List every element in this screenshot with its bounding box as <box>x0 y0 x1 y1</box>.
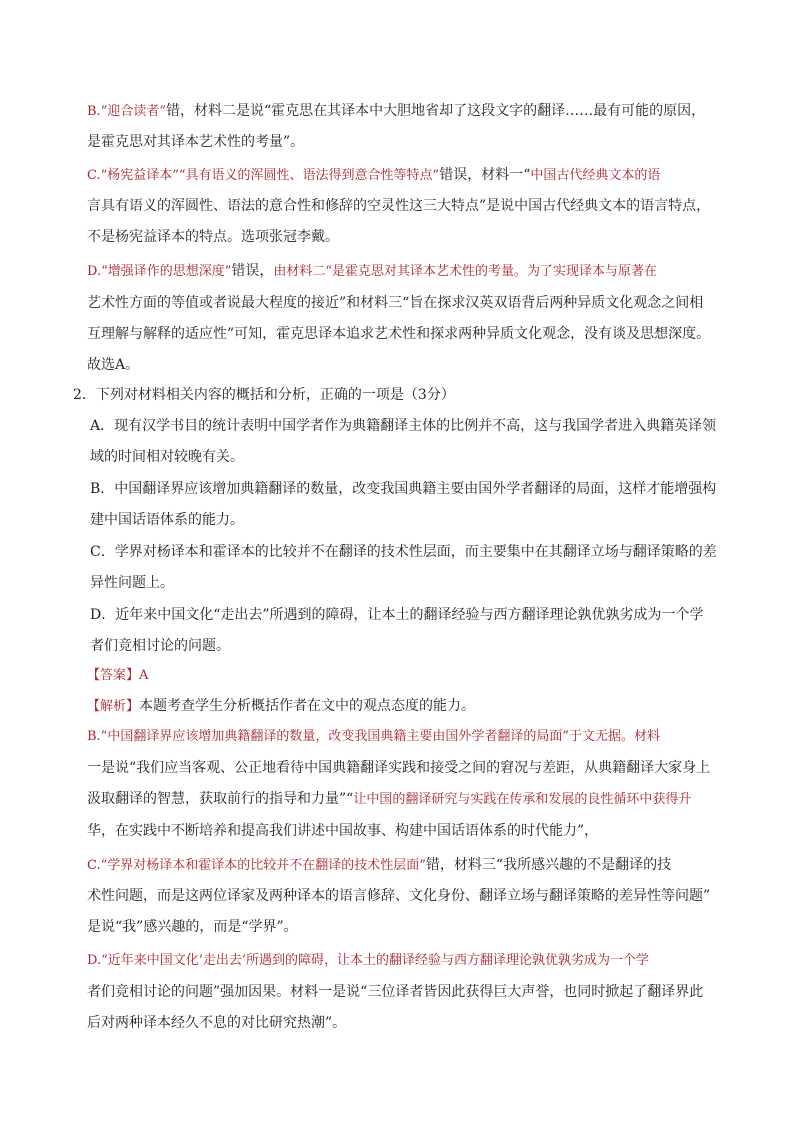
text-run: 者们竞相讨论的问题”强加因果。材料一是说“三位译者皆因此获得巨大声誉，也同时掀起了翻译界此 <box>87 984 704 1000</box>
text-run: D.“近年来中国文化‘走出去’所遇到的障碍，让本土的翻译经验与西方翻译理论孰优孰劣成为一个学 <box>87 953 650 968</box>
text-run: 不是杨宪益译本的特点。选项张冠李戴。 <box>87 229 339 245</box>
text-line-qa2 <box>90 447 244 467</box>
text-run: 后对两种译本经久不息的对比研究热潮”。 <box>87 1015 347 1031</box>
text-line-q2 <box>73 385 455 405</box>
text-run: 术性问题，而是这两位译家及两种译本的语言修辞、文化身份、翻译立场与翻译策略的差异性等问题” <box>87 888 711 904</box>
text-run: 本题考查学生分析概括作者在文中的观点态度的能力。 <box>139 698 476 714</box>
text-run: 汲取翻译的智慧，获取前行的指导和力量”“ <box>87 791 354 807</box>
text-run: C.“学界对杨译本和霍译本的比较并不在翻译的技术性层面” <box>87 858 426 873</box>
text-line-e_c1 <box>87 855 671 876</box>
text-line-e_b1 <box>87 726 660 747</box>
text-line-d3 <box>87 324 710 344</box>
text-line-e_d3 <box>87 1013 346 1033</box>
text-line-e_b2 <box>87 758 710 778</box>
text-run: 故选A。 <box>87 357 140 373</box>
text-run: 错，材料三“我所感兴趣的不是翻译的技 <box>425 857 672 873</box>
text-line-qc1 <box>90 542 717 562</box>
text-run: 建中国话语体系的能力。 <box>90 512 244 528</box>
text-line-e_b4 <box>87 821 598 841</box>
text-run: 华，在实践中不断培养和提高我们讲述中国故事、构建中国话语体系的时代能力”， <box>87 823 599 839</box>
text-run: 者们竞相讨论的问题。 <box>90 638 230 654</box>
text-run: 是霍克思对其译本艺术性的考量”。 <box>87 134 305 150</box>
text-run: 错，材料二是说“霍克思在其译本中大胆地省却了这段文字的翻译……最有可能的原因， <box>165 103 706 119</box>
text-line-ana <box>87 696 475 717</box>
text-run: 言具有语义的浑圆性、语法的意合性和修辞的空灵性这三大特点”是说中国古代经典文本的语言特点， <box>87 198 711 214</box>
text-run: 错误， <box>231 263 274 279</box>
text-run: 中国古代经典文本的语 <box>530 168 661 183</box>
text-run: C．学界对杨译本和霍译本的比较并不在翻译的技术性层面，而主要集中在其翻译立场与翻译策略的差 <box>90 544 717 560</box>
text-line-d1 <box>87 261 657 282</box>
text-run: 一是说“我们应当客观、公正地看待中国典籍翻译实践和接受之间的窘况与差距，从典籍翻译大家身上 <box>87 760 711 776</box>
text-run: 艺术性方面的等值或者说最大程度的接近”和材料三“旨在探求汉英双语背后两种异质文化观念之间相 <box>87 295 704 311</box>
text-line-ans <box>87 665 148 686</box>
text-line-qd1 <box>90 605 704 625</box>
text-run: C.“杨宪益译本”“具有语义的浑圆性、语法得到意合性等特点” <box>87 168 440 183</box>
text-line-e_c3 <box>87 917 298 937</box>
text-run: 互理解与解释的适应性”可知，霍克思译本追求艺术性和探求两种异质文化观念，没有谈及思想深度。 <box>87 326 711 342</box>
text-line-e_d2 <box>87 982 703 1002</box>
text-line-b2 <box>87 132 304 152</box>
text-run: D．近年来中国文化“走出去”所遇到的障碍，让本土的翻译经验与西方翻译理论孰优孰劣成为一个学 <box>90 607 704 623</box>
text-line-b1 <box>87 101 705 122</box>
text-line-d4 <box>87 355 139 375</box>
text-line-qb1 <box>90 479 716 499</box>
text-run: 域的时间相对较晚有关。 <box>90 449 244 465</box>
text-run: 异性问题上。 <box>90 575 174 591</box>
text-run: A <box>139 668 149 683</box>
text-line-qc2 <box>90 573 174 593</box>
text-line-qa1 <box>90 416 716 436</box>
text-run: B.“迎合读者” <box>87 104 166 119</box>
text-run: B.“中国翻译界应该增加典籍翻译的数量，改变我国典籍主要由国外学者翻译的局面”于文无据。材料 <box>87 729 660 744</box>
text-run: 错误，材料一“ <box>439 167 531 183</box>
text-line-e_b3 <box>87 789 691 810</box>
text-run: B．中国翻译界应该增加典籍翻译的数量，改变我国典籍主要由国外学者翻译的局面，这样才能增强构 <box>90 481 717 497</box>
text-run: 让中国的翻译研究与实践在传承和发展的良性循环中获得升 <box>353 792 692 807</box>
text-line-qd2 <box>90 636 230 656</box>
text-line-c1 <box>87 165 660 186</box>
text-line-qb2 <box>90 510 244 530</box>
text-line-d2 <box>87 293 703 313</box>
text-run: 2．下列对材料相关内容的概括和分析，正确的一项是（3分） <box>73 387 455 403</box>
text-run: A．现有汉学书目的统计表明中国学者作为典籍翻译主体的比例并不高，这与我国学者进入典籍英译领 <box>90 418 717 434</box>
text-run: 【答案】 <box>87 668 140 683</box>
text-line-e_d1 <box>87 950 649 971</box>
text-line-e_c2 <box>87 886 710 906</box>
text-line-c3 <box>87 227 339 247</box>
text-run: 【解析】 <box>87 699 140 714</box>
text-run: D.“增强译作的思想深度” <box>87 264 232 279</box>
text-run: 由材料二“是霍克思对其译本艺术性的考量。为了实现译本与原著在 <box>273 264 658 279</box>
text-run: 是说“我”感兴趣的，而是“学界”。 <box>87 919 298 935</box>
text-line-c2 <box>87 196 710 216</box>
